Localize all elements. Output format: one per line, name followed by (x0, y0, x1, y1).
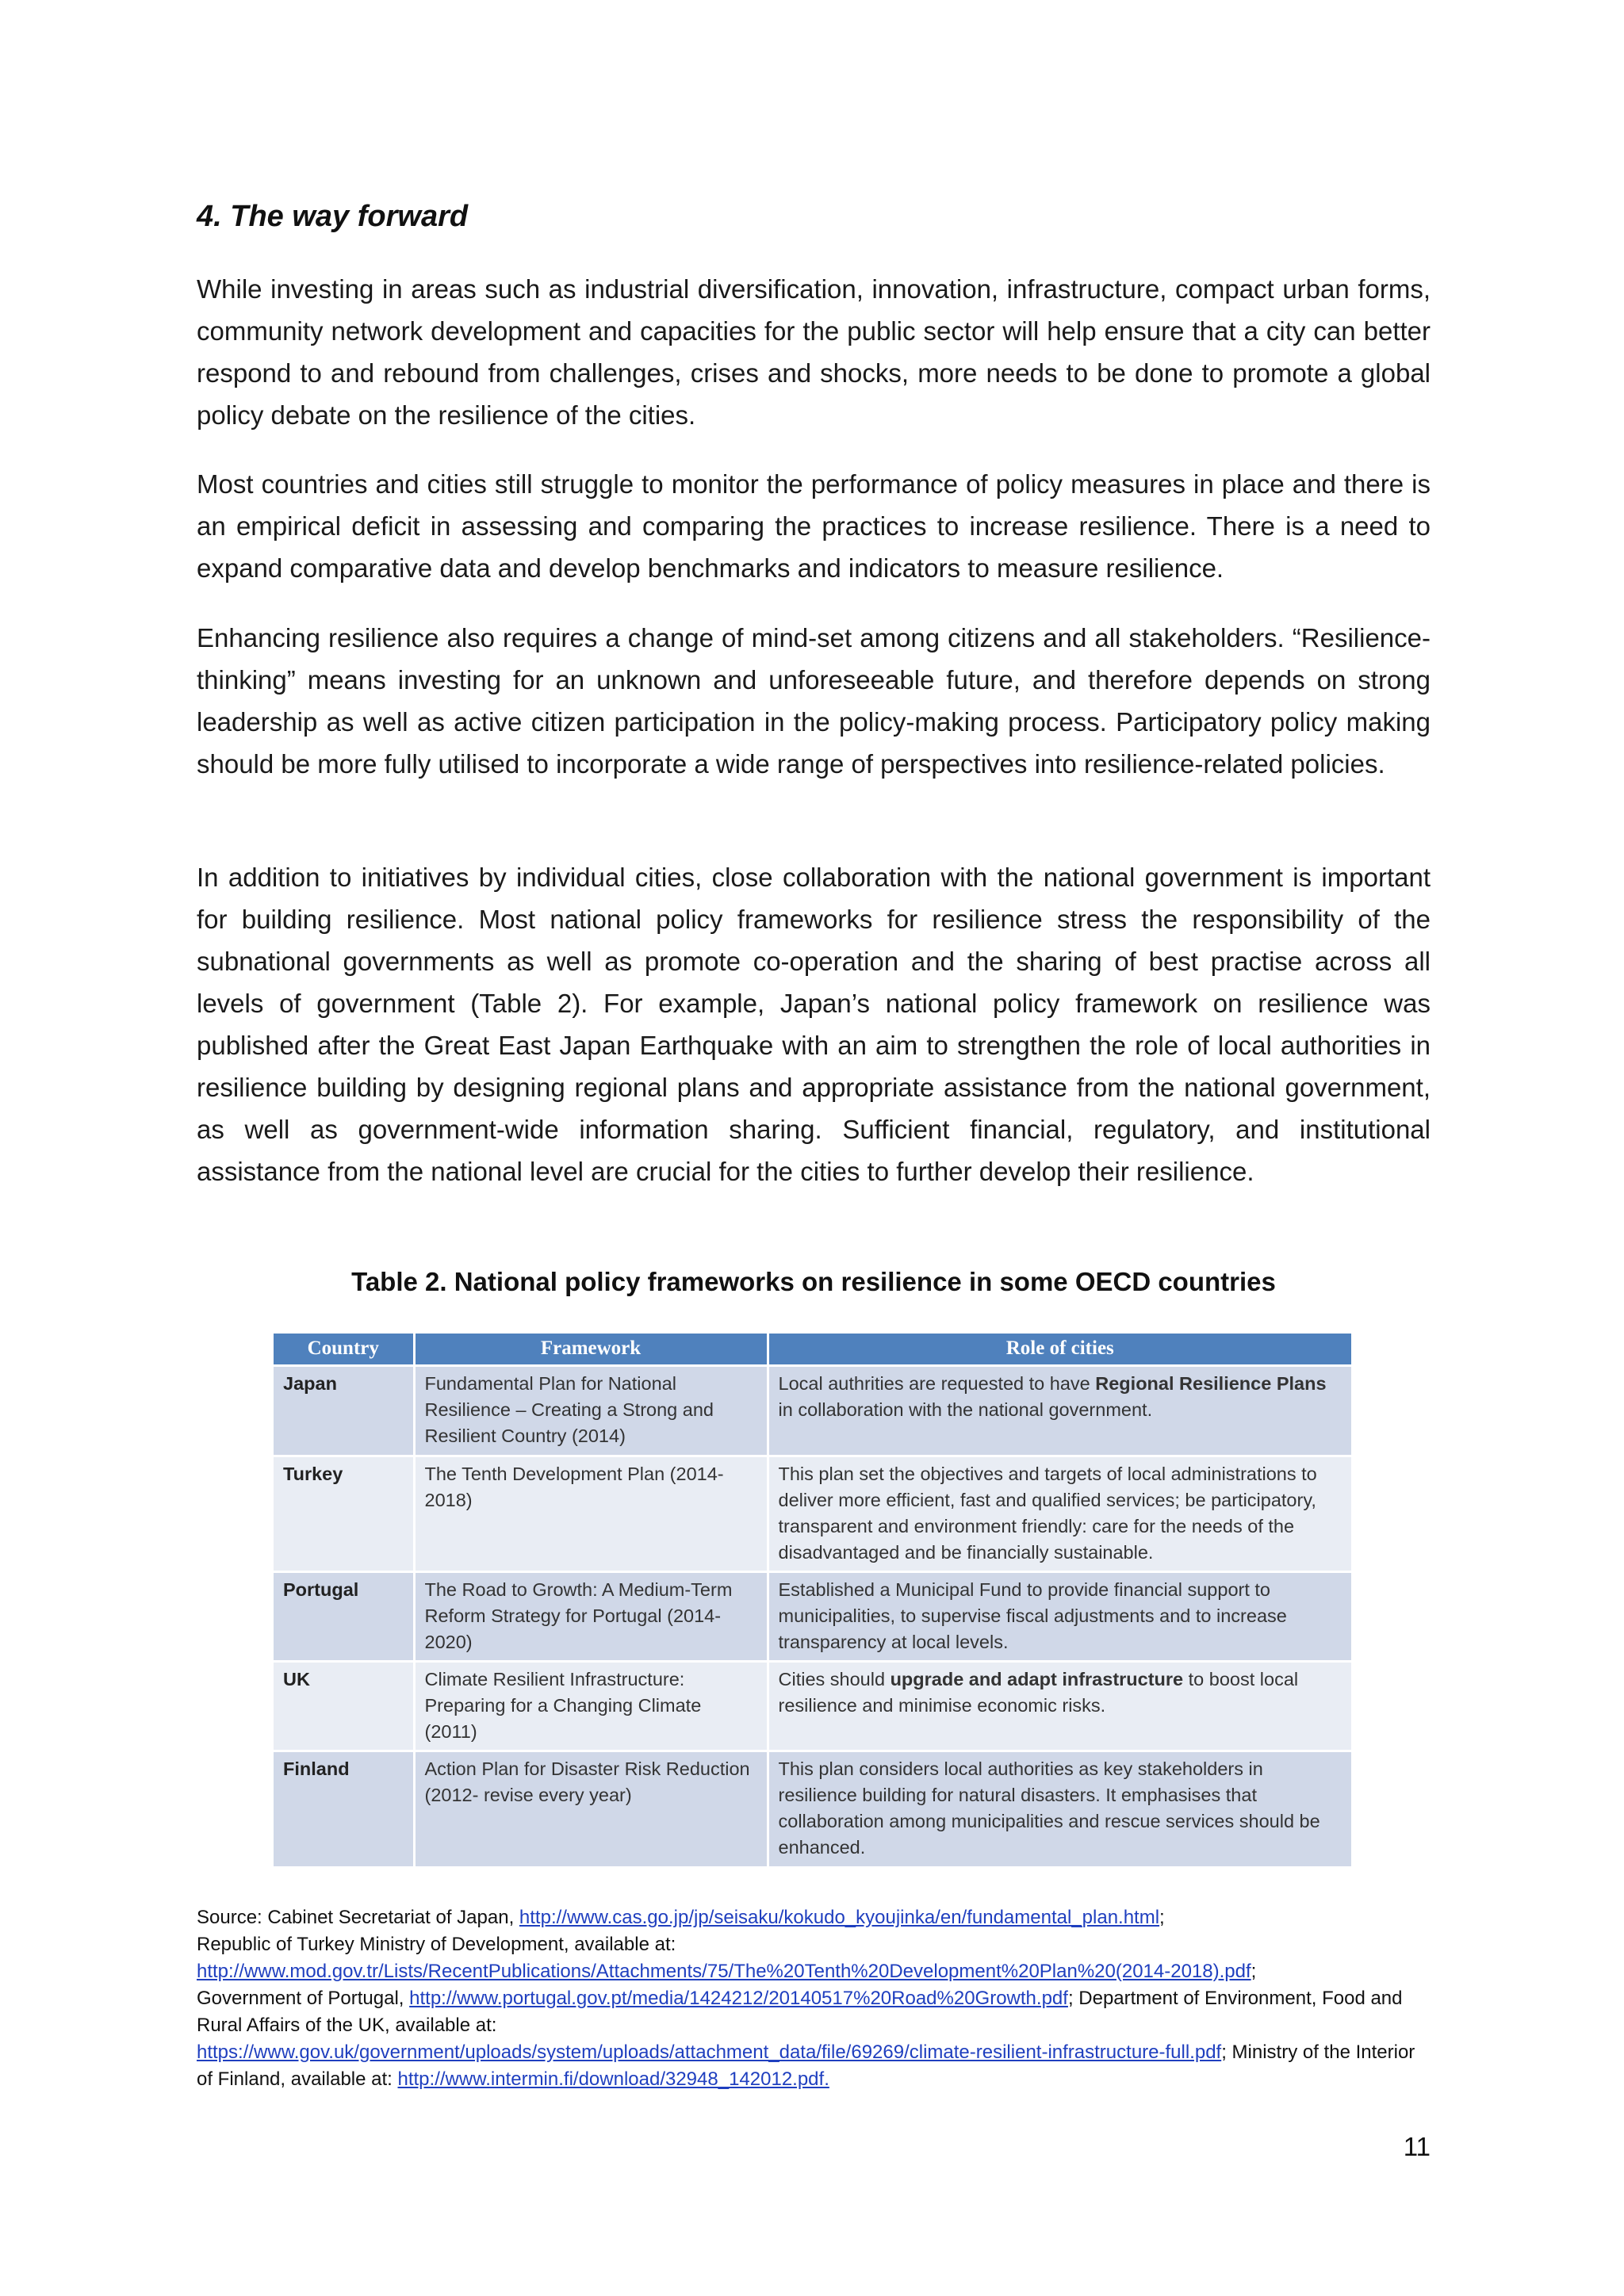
role-text: This plan considers local authorities as key stakeholders in resilience building for natural disasters. It emphasises that collaboration among municipalities and rescue services should be enhanced. (778, 1758, 1320, 1858)
source-text: ; Ministry of the Interior of Finland, available at: (197, 2042, 1415, 2090)
cell-role (768, 1661, 1351, 1751)
table-row-uk (274, 1661, 1351, 1751)
role-text: Cities should (778, 1668, 891, 1689)
source-text: ; (1251, 1961, 1257, 1982)
role-text: to boost local resilience and minimise economic risks. (778, 1668, 1299, 1716)
header-role-of-cities: Role of cities (768, 1334, 1351, 1365)
page-number: 11 (1403, 2132, 1431, 2161)
cell-country: Finland (274, 1751, 414, 1866)
body-paragraph-1: While investing in areas such as industrial diversification, innovation, infrastructure, compact urban forms, community network development and capacities for the public sector will help ensure that a city can better respond to and rebound from challenges, crises and shocks, more needs to be done to promote a global policy debate on the resilience of the cities. (197, 274, 1431, 430)
header-country: Country (274, 1334, 414, 1365)
table-row-finland (274, 1751, 1351, 1866)
role-text: Established a Municipal Fund to provide financial support to municipalities, to supervise fiscal adjustments and to increase transparency at local levels. (778, 1578, 1287, 1652)
cell-country: Japan (274, 1365, 414, 1456)
source-link-finland[interactable]: http://www.intermin.fi/download/32948_142012.pdf. (397, 2068, 829, 2090)
cell-country: UK (274, 1661, 414, 1751)
cell-country: Turkey (274, 1456, 414, 1571)
source-text: ; Department of Environment, Food and Rural Affairs of the UK, available at: (197, 1988, 1403, 2036)
cell-framework: Climate Resilient Infrastructure: Preparing for a Changing Climate (2011) (414, 1661, 768, 1751)
source-text: Government of Portugal, (197, 1988, 410, 2009)
cell-role (768, 1751, 1351, 1866)
cell-role (768, 1365, 1351, 1456)
source-link-japan[interactable]: http://www.cas.go.jp/jp/seisaku/kokudo_kyoujinka/en/fundamental_plan.html (519, 1907, 1160, 1928)
role-emphasis: Regional Resilience Plans (1095, 1372, 1327, 1394)
cell-role (768, 1456, 1351, 1571)
cell-framework: Action Plan for Disaster Risk Reduction (2012- revise every year) (414, 1751, 768, 1866)
table-header-row (274, 1334, 1351, 1365)
table-row-japan (274, 1365, 1351, 1456)
source-text: Republic of Turkey Ministry of Development, available at: (197, 1934, 676, 1955)
source-notes (197, 1904, 1431, 2093)
source-link-portugal[interactable]: http://www.portugal.gov.pt/media/1424212/20140517%20Road%20Growth.pdf (409, 1988, 1068, 2009)
body-paragraph-3: Enhancing resilience also requires a change of mind-set among citizens and all stakeholders. “Resilience-thinking” means investing for an unknown and unforeseeable future, and therefore depends on strong leadership as well as active citizen participation in the policy-making process. Participatory policy making should be more fully utilised to incorporate a wide range of perspectives into resilience-related policies. (197, 623, 1431, 779)
cell-country: Portugal (274, 1571, 414, 1661)
section-heading: 4. The way forward (197, 200, 469, 233)
source-text: ; (1159, 1907, 1165, 1928)
role-emphasis: upgrade and adapt infrastructure (890, 1668, 1184, 1689)
source-link-uk[interactable]: https://www.gov.uk/government/uploads/system/uploads/attachment_data/file/69269/climate-resilient-infrastructure-full.pdf (197, 2042, 1222, 2063)
cell-role (768, 1571, 1351, 1661)
header-framework: Framework (414, 1334, 768, 1365)
cell-framework: Fundamental Plan for National Resilience – Creating a Strong and Resilient Country (2014) (414, 1365, 768, 1456)
source-text: Source: Cabinet Secretariat of Japan, (197, 1907, 519, 1928)
body-paragraph-4: In addition to initiatives by individual cities, close collaboration with the national government is important for building resilience. Most national policy frameworks for resilience stress the responsibility of the subnational governments as well as promote co-operation and the sharing of best practise across all levels of government (Table 2). For example, Japan’s national policy framework on resilience was published after the Great East Japan Earthquake with an aim to strengthen the role of local authorities in resilience building by designing regional plans and appropriate assistance from the national government, as well as government-wide information sharing. Sufficient financial, regulatory, and institutional assistance from the national level are crucial for the cities to further develop their resilience. (197, 863, 1431, 1186)
table-caption: Table 2. National policy frameworks on resilience in some OECD countries (351, 1267, 1276, 1296)
table-row-portugal (274, 1571, 1351, 1661)
role-text: This plan set the objectives and targets of local administrations to deliver more efficient, fast and qualified services; be participatory, transparent and environment friendly: care for the needs of the disadvantaged and be financially sustainable. (778, 1463, 1317, 1563)
policy-frameworks-table (274, 1334, 1351, 1866)
source-link-turkey[interactable]: http://www.mod.gov.tr/Lists/RecentPublications/Attachments/75/The%20Tenth%20Development%20Plan%20(2014-2018).pdf (197, 1961, 1251, 1982)
table-row-turkey (274, 1456, 1351, 1571)
cell-framework: The Tenth Development Plan (2014-2018) (414, 1456, 768, 1571)
role-text: in collaboration with the national government. (778, 1399, 1153, 1420)
role-text: Local authrities are requested to have (778, 1372, 1096, 1394)
cell-framework: The Road to Growth: A Medium-Term Reform Strategy for Portugal (2014-2020) (414, 1571, 768, 1661)
body-paragraph-2: Most countries and cities still struggle to monitor the performance of policy measures in place and there is an empirical deficit in assessing and comparing the practices to increase resilience. There is a need to expand comparative data and develop benchmarks and indicators to measure resilience. (197, 469, 1431, 583)
